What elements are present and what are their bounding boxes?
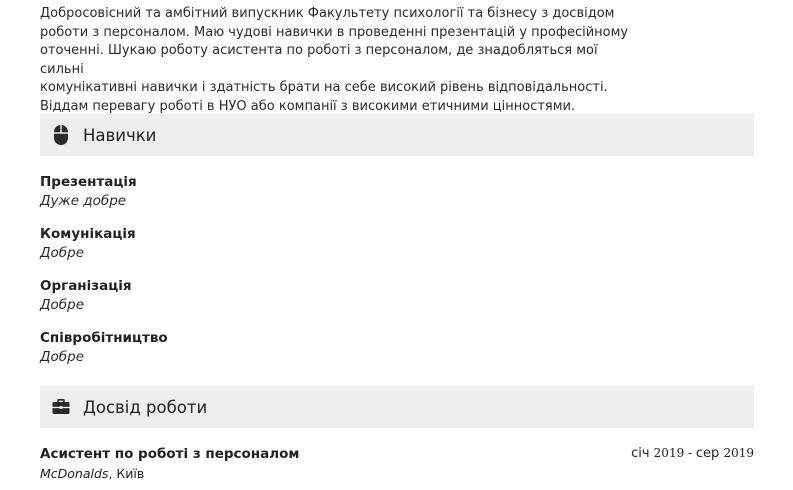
job-end-year: 2019 xyxy=(723,446,754,460)
job-place-separator: , xyxy=(108,466,117,481)
summary-line: оточенні. Шукаю роботу асистента по роботі з персоналом, де знадобляться мої сильні xyxy=(40,43,598,77)
job-company: McDonalds xyxy=(40,466,109,481)
job-entry xyxy=(40,444,754,484)
skill-item xyxy=(40,225,136,263)
summary-line: Добросовісний та амбітний випускник Факультету психології та бізнесу з досвідом xyxy=(40,6,615,21)
skill-level: Добре xyxy=(40,245,85,261)
job-place xyxy=(40,464,754,484)
skill-level: Добре xyxy=(40,297,85,313)
experience-section-title: Досвід роботи xyxy=(83,397,208,417)
summary-line: роботи з персоналом. Маю чудові навички в проведенні презентацій у професійному xyxy=(40,24,629,40)
job-start-year: 2019 xyxy=(653,446,685,460)
job-city: Київ xyxy=(116,466,145,481)
job-date-separator: - xyxy=(684,446,696,460)
skill-name: Співробітництво xyxy=(40,330,168,346)
skill-level: Дуже добре xyxy=(40,193,127,209)
job-title: Асистент по роботі з персоналом xyxy=(40,446,300,462)
skill-item xyxy=(40,329,168,367)
skill-item xyxy=(40,173,137,211)
skill-name: Комунікація xyxy=(40,226,136,242)
skills-section-header xyxy=(40,114,754,156)
skills-section-title: Навички xyxy=(83,125,157,145)
briefcase-icon xyxy=(52,396,70,418)
summary-line: комунікативні навички і здатність брати на себе високий рівень відповідальності. xyxy=(40,80,608,95)
profile-summary xyxy=(40,5,640,116)
skill-name: Презентація xyxy=(40,174,137,190)
job-dates xyxy=(631,444,754,463)
skill-name: Організація xyxy=(40,278,132,294)
mouse-icon xyxy=(52,124,70,146)
job-start-month: січ xyxy=(631,446,650,461)
skill-level: Добре xyxy=(40,349,85,365)
summary-line: Віддам перевагу роботі в НУО або компанії з високими етичними цінностями. xyxy=(40,98,576,114)
skill-item xyxy=(40,277,132,315)
job-end-month: сер xyxy=(695,446,720,461)
experience-section-header xyxy=(40,386,754,428)
